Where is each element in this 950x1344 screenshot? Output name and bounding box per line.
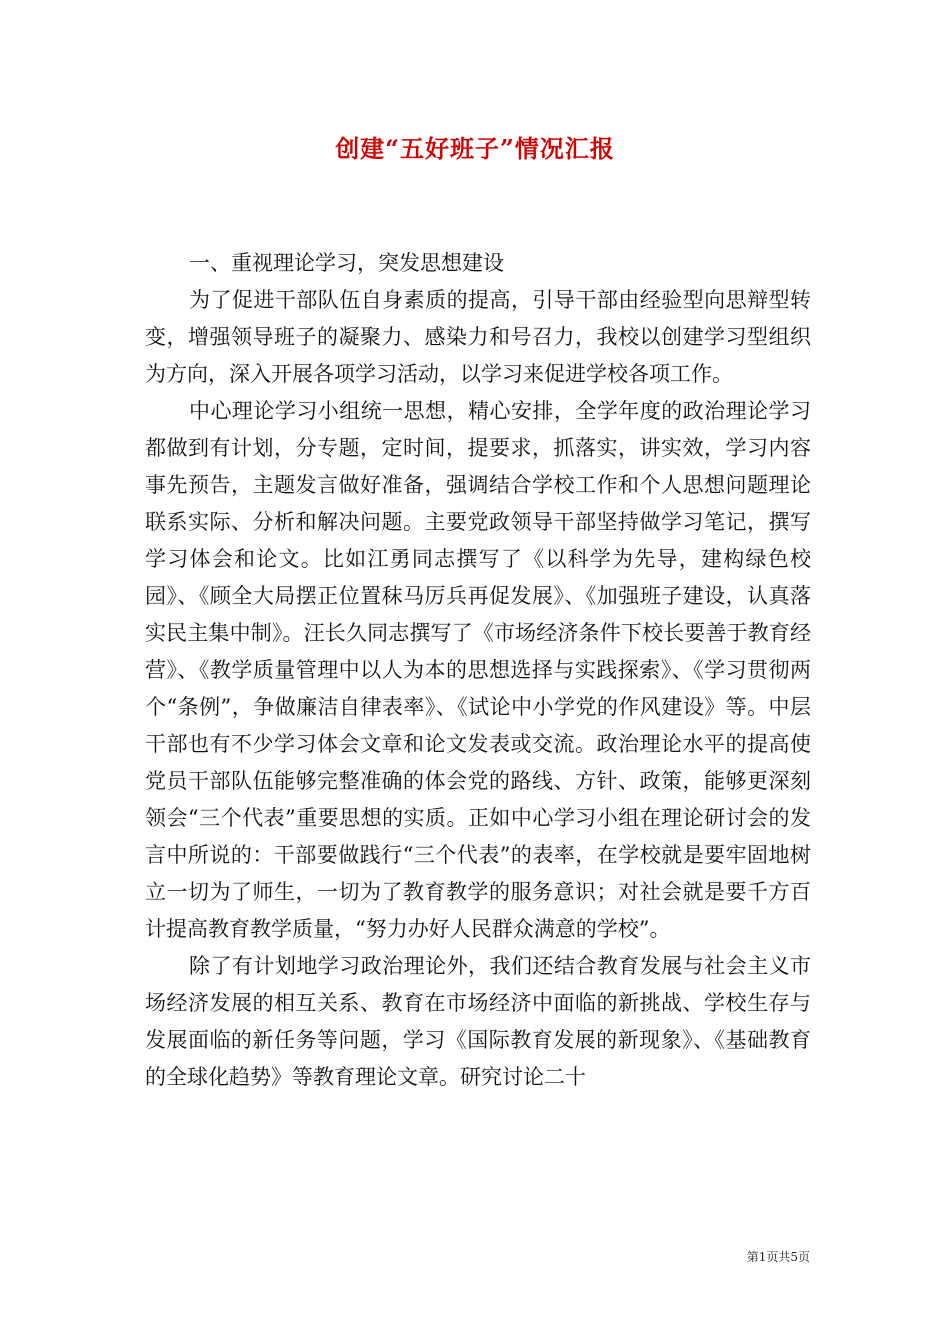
page-number: 第1页共5页 — [746, 1250, 810, 1264]
paragraph-1: 为了促进干部队伍自身素质的提高，引导干部由经验型向思辩型转变，增强领导班子的凝聚力、感染力和号召力，我校以创建学习型组织为方向，深入开展各项学习活动，以学习来促进学校各项工作。 — [145, 288, 811, 386]
paragraph-3: 除了有计划地学习政治理论外，我们还结合教育发展与社会主义市场经济发展的相互关系、教育在市场经济中面临的新挑战、学校生存与发展面临的新任务等问题，学习《国际教育发展的新现象》、《基础教育的全球化趋势》等教育理论文章。研究讨论二十 — [145, 954, 811, 1089]
section-heading: 一、重视理论学习，突发思想建设 — [189, 251, 504, 275]
paragraph-2: 中心理论学习小组统一思想，精心安排，全学年度的政治理论学习都做到有计划，分专题，定时间，提要求，抓落实，讲实效，学习内容事先预告，主题发言做好准备，强调结合学校工作和个人思想问题理论联系实际、分析和解决问题。主要党政领导干部坚持做学习笔记，撰写学习体会和论文。比如江勇同志撰写了《以科学为先导，建构绿色校园》、《顾全大局摆正位置秣马厉兵再促发展》、《加强班子建设，认真落实民主集中制》。汪长久同志撰写了《市场经济条件下校长要善于教育经营》、《教学质量管理中以人为本的思想选择与实践探索》、《学习贯彻两个“条例”，争做廉洁自律表率》、《试论中小学党的作风建设》等。中层干部也有不少学习体会文章和论文发表或交流。政治理论水平的提高使党员干部队伍能够完整准确的体会党的路线、方针、政策，能够更深刻领会“三个代表”重要思想的实质。正如中心学习小组在理论研讨会的发言中所说的：干部要做践行“三个代表”的表率，在学校就是要牢固地树立一切为了师生，一切为了教育教学的服务意识；对社会就是要千方百计提高教育教学质量，“努力办好人民群众满意的学校”。 — [145, 399, 811, 941]
document-body — [145, 245, 811, 1096]
document-title: 创建“五好班子”情况汇报 — [335, 134, 615, 163]
